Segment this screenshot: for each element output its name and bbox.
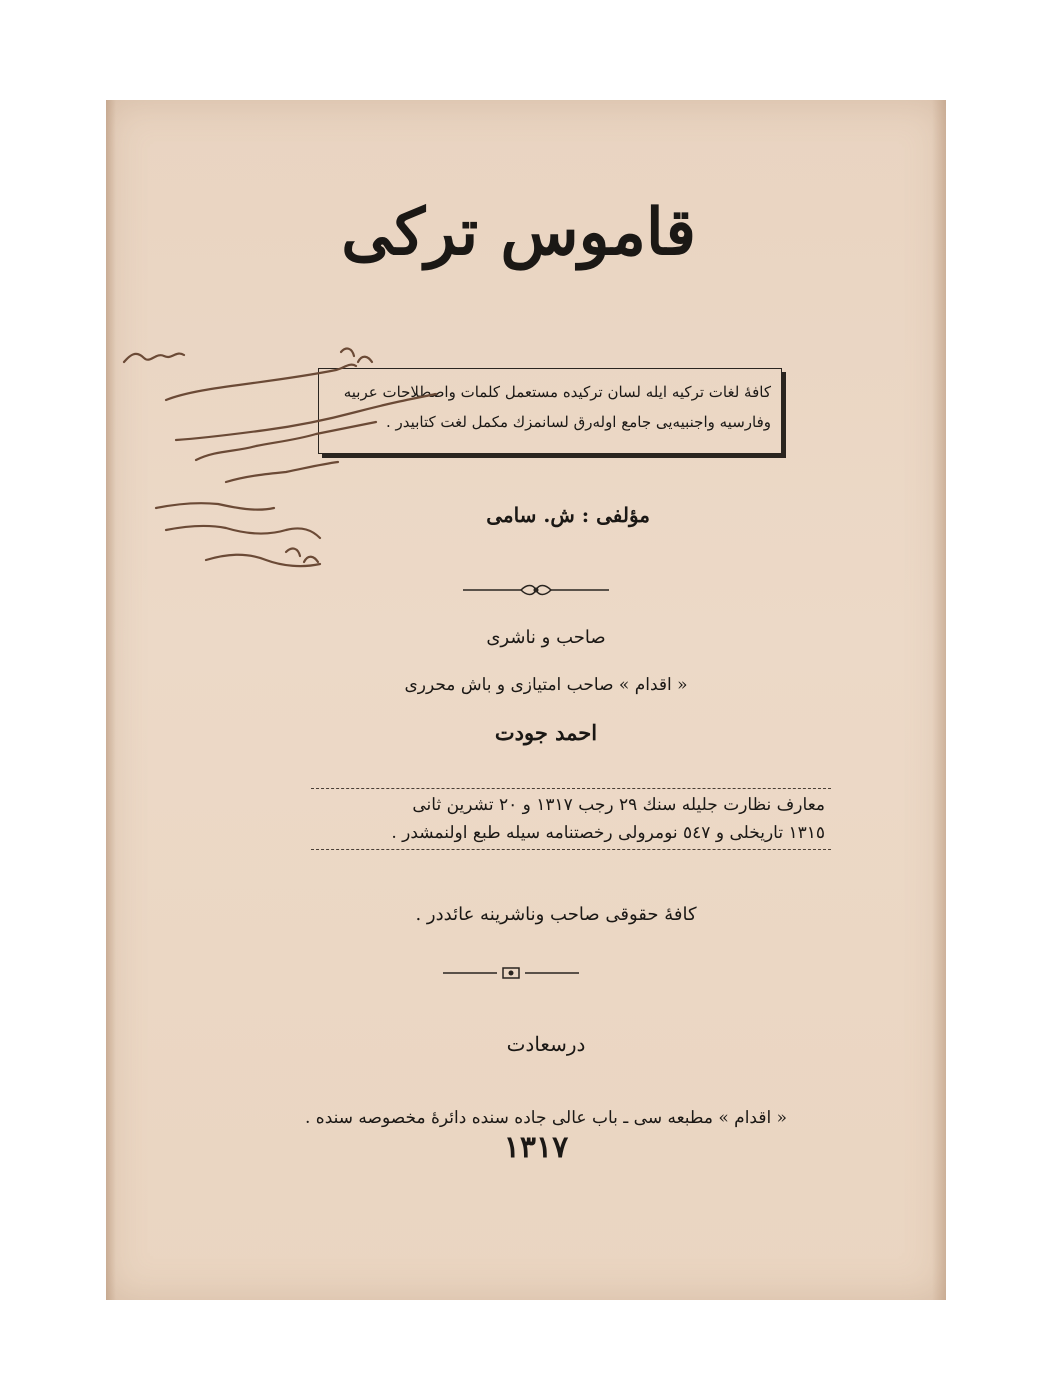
publisher-name: احمد جودت xyxy=(494,720,598,745)
book-title: قاموس تركى xyxy=(341,195,696,270)
handwritten-inscription xyxy=(106,100,946,1300)
editor-line: « اقدام » صاحب امتيازى و باش محررى xyxy=(404,675,688,695)
title-page xyxy=(106,100,946,1300)
author-line: مؤلفى : ش. سامى xyxy=(486,503,650,527)
rights-line: كافهٔ حقوقى صاحب وناشرينه عائددر . xyxy=(415,904,697,925)
description-line-2: وفارسيه واجنبيه‌يى جامع اوله‌رق لسانمزك مكمل لغت كتابيدر . xyxy=(386,413,771,431)
publisher-label: صاحب و ناشرى xyxy=(486,627,606,648)
place-of-publication: درسعادت xyxy=(506,1032,586,1056)
publication-year: ١٣١٧ xyxy=(503,1130,569,1165)
press-line: « اقدام » مطبعه سى ـ باب عالى جاده سنده دائرهٔ مخصوصه سنده . xyxy=(305,1108,787,1128)
permission-line-1: معارف نظارت جليله سنك ٢٩ رجب ١٣١٧ و ٢٠ تشرين ثانى xyxy=(412,795,825,815)
permission-line-2: ١٣١٥ تاريخلى و ٥٤٧ نومرولى رخصتنامه سيله طبع اولنمشدر . xyxy=(391,823,825,843)
description-line-1: كافهٔ لغات تركيه ايله لسان تركيده مستعمل كلمات واصطلاحات عربيه xyxy=(343,383,771,401)
